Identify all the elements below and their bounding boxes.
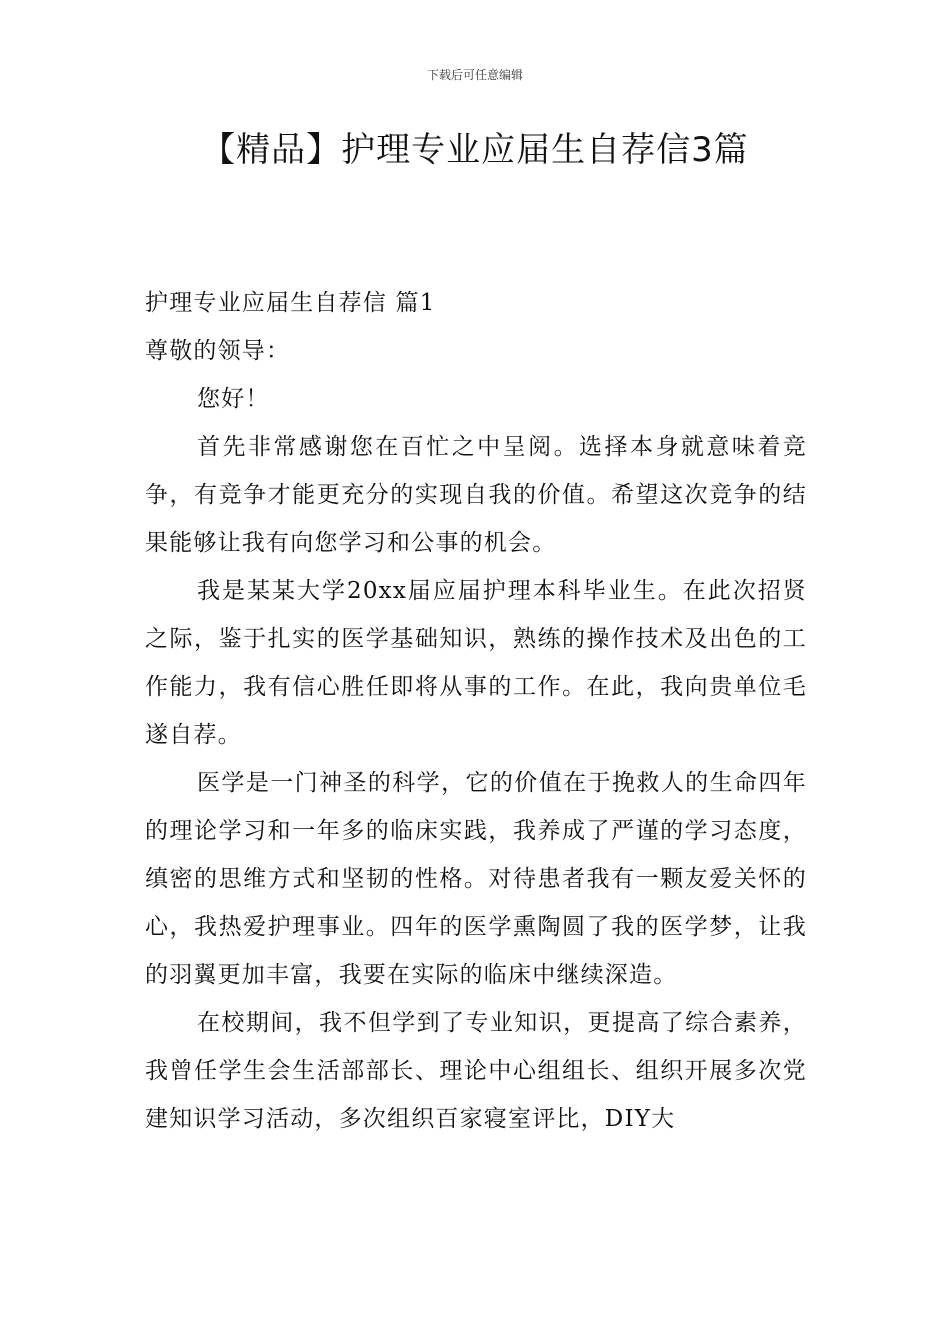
salutation: 尊敬的领导：	[145, 338, 291, 364]
paragraph: 首先非常感谢您在百忙之中呈阅。选择本身就意味着竞争，有竞争才能更充分的实现自我的价值。希望这次竞争的结果能够让我有向您学习和公事的机会。	[145, 434, 807, 556]
paragraph: 我是某某大学20xx届应届护理本科毕业生。在此次招贤之际，鉴于扎实的医学基础知识，熟练的操作技术及出色的工作能力，我有信心胜任即将从事的工作。在此，我向贵单位毛遂自荐。	[145, 578, 807, 748]
greeting: 您好！	[197, 386, 270, 412]
header-note: 下载后可任意编辑	[426, 68, 523, 82]
document-title: 【精品】护理专业应届生自荐信3篇	[201, 130, 749, 170]
paragraph: 医学是一门神圣的科学，它的价值在于挽救人的生命四年的理论学习和一年多的临床实践，我养成了严谨的学习态度，缜密的思维方式和坚韧的性格。对待患者我有一颗友爱关怀的心，我热爱护理事业。四年的医学熏陶圆了我的医学梦，让我的羽翼更加丰富，我要在实际的临床中继续深造。	[145, 770, 807, 988]
letter-body	[145, 279, 807, 1143]
paragraph: 在校期间，我不但学到了专业知识，更提高了综合素养，我曾任学生会生活部部长、理论中心组组长、组织开展多次党建知识学习活动，多次组织百家寝室评比，DIY大	[145, 1010, 807, 1132]
section-heading: 护理专业应届生自荐信 篇1	[145, 290, 436, 316]
